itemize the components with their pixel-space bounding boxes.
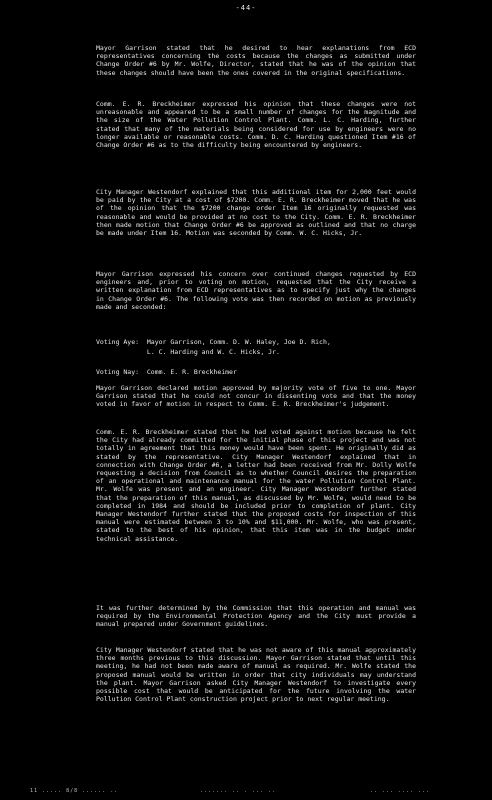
voting-aye-continuation: L. C. Harding and W. C. Hicks, Jr. xyxy=(96,348,280,356)
page-number: -44- xyxy=(235,4,257,12)
paragraph-westendorf-manual: City Manager Westendorf stated that he was not aware of this manual approximately three months previous to this discussion. Mayor Garrison stated that until this meeting, he had not been made aware of manual as required. Mr. Wolfe stated the proposed manual would be written in order that city individuals may understand the plant. Mayor Garrison asked City Manager Westendorf to investigate every possible cost that would be anticipated for the future involving the water Pollution Control Plant construction project prior to next regular meeting. xyxy=(96,646,416,704)
paragraph-epa-requirement: It was further determined by the Commission that this operation and manual was required by the Environmental Protection Agency and the City must provide a manual prepared under Government guidelines. xyxy=(96,604,416,629)
footer-right: .. ... .... ... xyxy=(370,788,431,794)
paragraph-breckheimer-opinion: Comm. E. R. Breckheimer expressed his opinion that these changes were not unreasonable and appeared to be a small number of changes for the magnitude and the size of the Water Pollution Control Plant. Comm. L. C. Harding, further stated that many of the materials being considered for use by engineers were no longer available or reasonable costs. Comm. D. C. Harding questioned Item #16 of Change Order #6 as to the difficulty being encountered by engineers. xyxy=(96,100,416,150)
voting-nay-line: Voting Nay: Comm. E. R. Breckheimer xyxy=(96,368,237,376)
paragraph-breckheimer-manual: Comm. E. R. Breckheimer stated that he had voted against motion because he felt the City had already committed for the initial phase of this project and was not totally in agreement that this money would have been spent. He originally did as stated by the representative. City Manager Westendorf explained that in connection with Change Order #6, a letter had been received from Mr. Dolly Wolfe requesting a decision from Council as to whether Council desires the preparation of an operational and maintenance manual for the water Pollution Control Plant. Mr. Wolfe was present and an engineer. City Manager Westendorf further stated that the preparation of this manual, as discussed by Mr. Wolfe, would need to be completed in 1984 and should be included prior to completion of plant. City Manager Westendorf further stated that the proposed costs for inspection of this manual were estimated between 3 to 10% and $11,000. Mr. Wolfe, who was present, stated to the best of his opinion, that this item was in the budget under technical assistance. xyxy=(96,428,416,543)
paragraph-garrison-concern: Mayor Garrison expressed his concern over continued changes requested by ECD engineers and, prior to voting on motion, requested that the City receive a written explanation from ECD representatives as to specify just why the changes in Change Order #6. The following vote was then recorded on motion as previously made and seconded: xyxy=(96,270,416,311)
paragraph-westendorf-item16: City Manager Westendorf explained that this additional item for 2,000 feet would be paid by the City at a cost of $7200. Comm. E. R. Breckheimer moved that he was of the opinion that the $7200 change order Item 16 originally requested was reasonable and would be provided at no cost to the City. Comm. E. R. Breckheimer then made motion that Change Order #6 be approved as outlined and that no charge be made under Item 16. Motion was seconded by Comm. W. C. Hicks, Jr. xyxy=(96,188,416,238)
footer-left: 11 ..... 8/8 ...... .. xyxy=(30,788,119,794)
paragraph-garrison-explanations: Mayor Garrison stated that he desired to hear explanations from ECD representatives concerning the costs because the changes as submitted under Change Order #6 by Mr. Wolfe, Director, stated that he was of the opinion that these changes should have been the ones covered in the original specifications. xyxy=(96,44,416,77)
paragraph-motion-approved: Mayor Garrison declared motion approved by majority vote of five to one. Mayor Garrison stated that he could not concur in dissenting vote and that the money voted in favor of motion in respect to Comm. E. R. Breckheimer's judgement. xyxy=(96,384,416,409)
voting-aye-line: Voting Aye: Mayor Garrison, Comm. D. W. Haley, Joe D. Rich, xyxy=(96,338,331,346)
footer-middle: ....... .. . ... .. xyxy=(200,788,277,794)
